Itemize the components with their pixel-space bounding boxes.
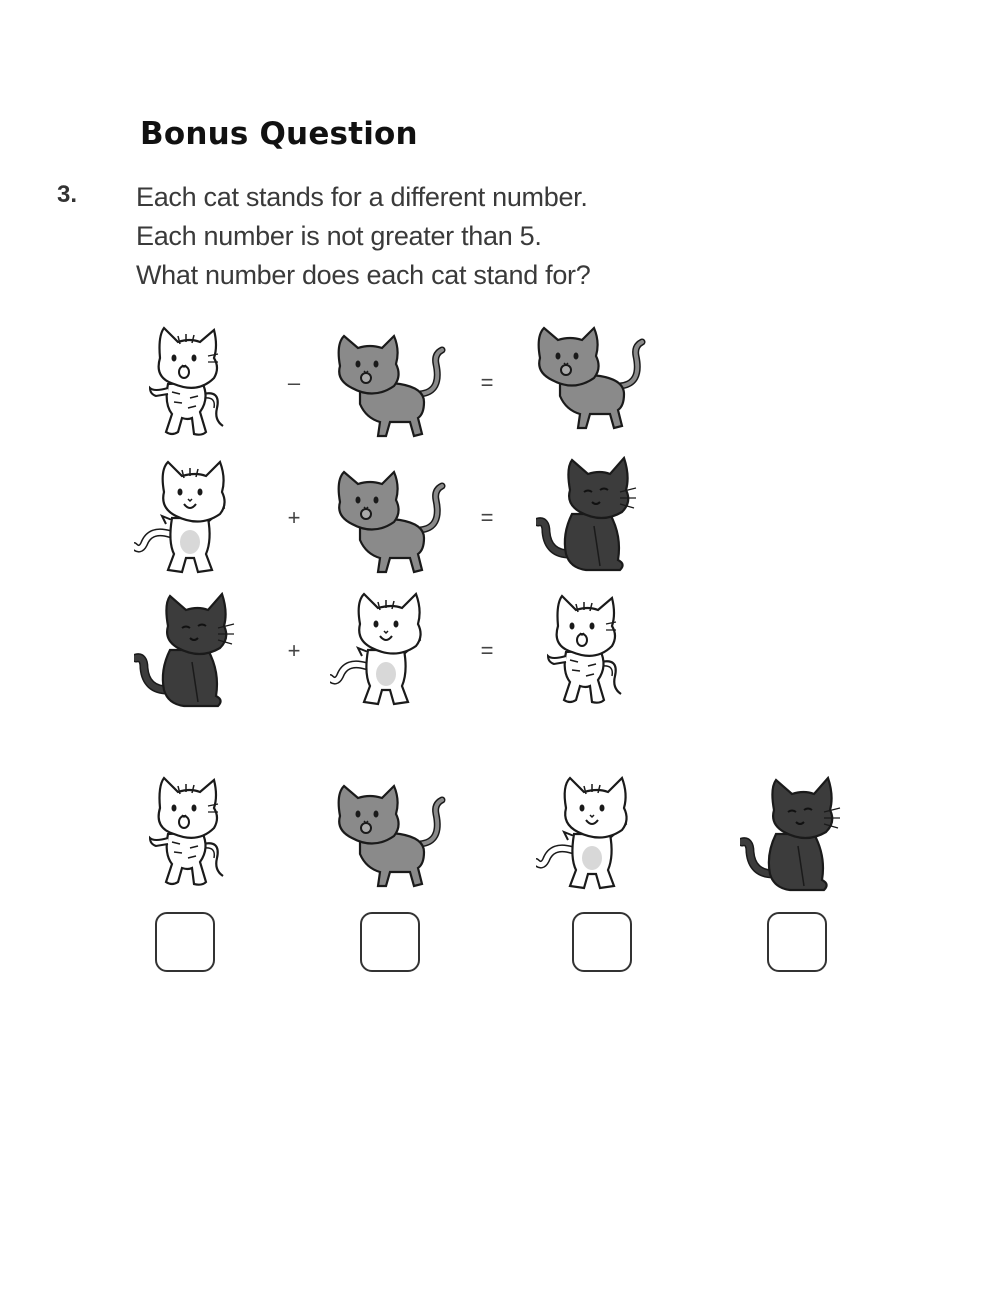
question-prompt	[136, 178, 836, 295]
striped-cat-icon	[138, 322, 238, 442]
black-cat-icon	[536, 456, 646, 576]
black-cat-icon	[740, 776, 850, 896]
grey-cat-icon	[330, 466, 450, 576]
answer-box-striped-cat[interactable]	[155, 912, 215, 972]
white-cat-icon	[330, 588, 440, 708]
grey-cat-icon	[330, 780, 450, 890]
answer-box-white-cat[interactable]	[572, 912, 632, 972]
striped-cat-icon	[138, 772, 238, 892]
page-title: Bonus Question	[140, 116, 418, 152]
prompt-line: What number does each cat stand for?	[136, 260, 591, 290]
prompt-line: Each number is not greater than 5.	[136, 221, 542, 251]
striped-cat-icon	[536, 590, 636, 710]
question-number: 3.	[57, 181, 78, 208]
minus-sign: –	[287, 370, 301, 395]
prompt-line: Each cat stands for a different number.	[136, 182, 588, 212]
plus-sign: +	[287, 638, 301, 663]
answer-box-grey-cat[interactable]	[360, 912, 420, 972]
white-cat-icon	[536, 772, 646, 892]
black-cat-icon	[134, 592, 244, 712]
equals-sign: =	[480, 638, 494, 663]
plus-sign: +	[287, 505, 301, 530]
equals-sign: =	[480, 370, 494, 395]
grey-cat-icon	[330, 330, 450, 440]
white-cat-icon	[134, 456, 244, 576]
answer-box-black-cat[interactable]	[767, 912, 827, 972]
equals-sign: =	[480, 505, 494, 530]
grey-cat-icon	[530, 322, 650, 432]
